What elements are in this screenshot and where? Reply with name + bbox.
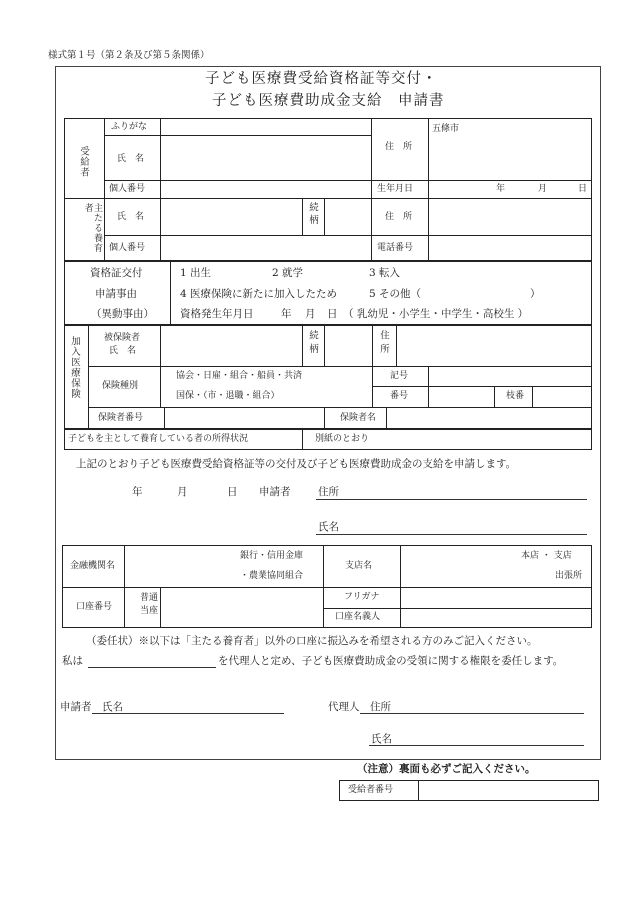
branch-name-field[interactable]	[402, 547, 517, 586]
income-value: 別紙のとおり	[315, 434, 370, 444]
guardian-address-label: 住 所	[385, 212, 413, 222]
school-level-options[interactable]: （ 乳幼児・小学生・中学生・高校生 ）	[343, 308, 529, 320]
recipient-personal-no-field[interactable]	[162, 182, 369, 197]
insured-name-field[interactable]	[162, 327, 301, 365]
insurer-name-label: 保険者名	[340, 413, 377, 423]
guardian-side-label: 主たる養育者	[82, 203, 102, 253]
agent-address-label: 代理人 住所	[328, 701, 391, 713]
insured-relation-label: 続柄	[306, 330, 318, 357]
form-number: 様式第１号（第２条及び第５条関係）	[48, 50, 210, 61]
bank-types-line1[interactable]: 銀行・信用金庫	[240, 551, 304, 561]
caution-note: （注意）裏面も必ずご記入ください。	[357, 763, 536, 775]
reason-opt-movein[interactable]: 3 転入	[369, 267, 401, 279]
branch-name-label: 支店名	[345, 561, 373, 571]
recipient-personal-no-label: 個人番号	[109, 184, 146, 194]
phone-field[interactable]	[430, 237, 590, 259]
number-field[interactable]	[430, 388, 493, 406]
applicant-name-label: 氏名	[318, 521, 339, 533]
agent-address-field[interactable]	[396, 698, 583, 712]
bank-name-field[interactable]	[126, 547, 236, 586]
branch-types-line2[interactable]: 出張所	[555, 571, 583, 581]
recipient-address-field[interactable]	[430, 120, 590, 179]
delegation-applicant-name-label: 申請者 氏名	[60, 701, 123, 713]
qualify-day-unit: 日	[327, 308, 338, 320]
account-holder-label: 口座名義人	[335, 612, 381, 622]
account-no-field[interactable]	[162, 589, 322, 627]
recipient-name-label: 氏 名	[117, 154, 145, 164]
applicant-address-label: 住所	[318, 486, 339, 498]
delegation-text: を代理人と定め、子ども医療費助成金の受領に関する権限を委任します。	[218, 655, 564, 667]
declaration-text: 上記のとおり子ども医療費受給資格証等の交付及び子ども医療費助成金の支給を申請します。	[76, 458, 517, 470]
birthdate-label: 生年月日	[377, 184, 414, 194]
account-type-current[interactable]: 当座	[140, 606, 159, 616]
insurer-no-label: 保険者番号	[98, 413, 144, 423]
recipient-side-label: 受給者	[77, 146, 89, 178]
insured-address-label: 住所	[377, 330, 389, 357]
guardian-personal-no-label: 個人番号	[109, 243, 146, 253]
recipient-name-field[interactable]	[162, 137, 369, 179]
reason-label-3: （異動事由）	[91, 308, 154, 320]
branch-no-label: 枝番	[506, 391, 525, 401]
agent-name-label: 氏名	[371, 733, 392, 745]
bank-name-label: 金融機関名	[70, 561, 116, 571]
guardian-name-label: 氏 名	[117, 212, 145, 222]
recipient-address-value: 五條市	[432, 124, 460, 134]
delegation-me: 私は	[62, 655, 83, 667]
account-type-ordinary[interactable]: 普通	[140, 593, 159, 603]
recipient-address-label: 住 所	[385, 142, 413, 152]
insured-label: 被保険者	[104, 333, 141, 343]
delegation-applicant-name-field[interactable]	[128, 698, 283, 712]
account-furigana-label: フリガナ	[344, 592, 380, 602]
recipient-no-field[interactable]	[420, 782, 597, 799]
apply-day-unit: 日	[227, 486, 238, 498]
birthdate-field[interactable]	[430, 182, 590, 197]
account-holder-field[interactable]	[402, 610, 591, 627]
insurance-type-line2[interactable]: 国保・（市・退職・組合）	[176, 391, 280, 401]
reason-opt-other[interactable]: 5 その他（	[369, 288, 422, 300]
agent-name-field[interactable]	[396, 730, 583, 744]
branch-no-field[interactable]	[534, 388, 590, 406]
guardian-address-field[interactable]	[430, 200, 590, 234]
form-title-line2: 子ども医療費助成金支給 申請書	[212, 93, 445, 109]
reason-opt-birth[interactable]: 1 出生	[180, 267, 212, 279]
income-label: 子どもを主として養育している者の所得状況	[68, 434, 249, 444]
reason-opt-other-close: ）	[530, 288, 541, 300]
insurer-name-field[interactable]	[388, 409, 590, 428]
form-title-line1: 子ども医療費受給資格証等交付・	[205, 71, 438, 87]
reason-label-2: 申請事由	[95, 288, 137, 300]
bank-types-line2[interactable]: ・農業協同組合	[240, 571, 304, 581]
applicant-address-field[interactable]	[346, 483, 586, 498]
furigana-field[interactable]	[162, 120, 369, 134]
delegate-name-field[interactable]	[88, 652, 216, 666]
furigana-label: ふりがな	[111, 122, 148, 132]
insurance-type-line1[interactable]: 協会・日雇・組合・船員・共済	[176, 371, 303, 381]
recipient-no-label: 受給者番号	[348, 785, 394, 795]
delegation-notice: （委任状）※以下は「主たる養育者」以外の口座に振込みを希望される方のみご記入ください。	[86, 635, 538, 647]
account-no-label: 口座番号	[76, 602, 113, 612]
qualify-month-unit: 月	[305, 308, 316, 320]
phone-label: 電話番号	[377, 243, 414, 253]
insured-address-field[interactable]	[398, 327, 590, 365]
applicant-label: 申請者	[259, 486, 291, 498]
insurance-side-label: 加入医療保険	[68, 336, 80, 399]
apply-month-unit: 月	[177, 486, 188, 498]
guardian-relation-label: 続柄	[306, 202, 318, 227]
insured-name-label: 氏 名	[109, 346, 137, 356]
birth-year-unit: 年	[496, 184, 506, 194]
symbol-field[interactable]	[430, 368, 590, 385]
account-furigana-field[interactable]	[402, 589, 591, 607]
qualify-year-unit: 年	[281, 308, 292, 320]
branch-types-line1[interactable]: 本店 ・ 支店	[521, 551, 572, 561]
qualify-date-label: 資格発生年月日	[180, 308, 254, 320]
birth-day-unit: 日	[578, 184, 588, 194]
guardian-name-field[interactable]	[162, 200, 301, 234]
reason-opt-insurance[interactable]: 4 医療保険に新たに加入したため	[180, 288, 338, 300]
symbol-label: 記号	[390, 371, 409, 381]
guardian-personal-no-field[interactable]	[162, 237, 369, 259]
reason-label-1: 資格証交付	[90, 267, 143, 279]
insurance-type-label: 保険種別	[102, 381, 139, 391]
insurer-no-field[interactable]	[166, 409, 323, 428]
applicant-name-field[interactable]	[346, 518, 586, 533]
number-label: 番号	[390, 391, 409, 401]
apply-year-unit: 年	[132, 486, 143, 498]
reason-opt-school[interactable]: 2 就学	[272, 267, 304, 279]
birth-month-unit: 月	[538, 184, 548, 194]
